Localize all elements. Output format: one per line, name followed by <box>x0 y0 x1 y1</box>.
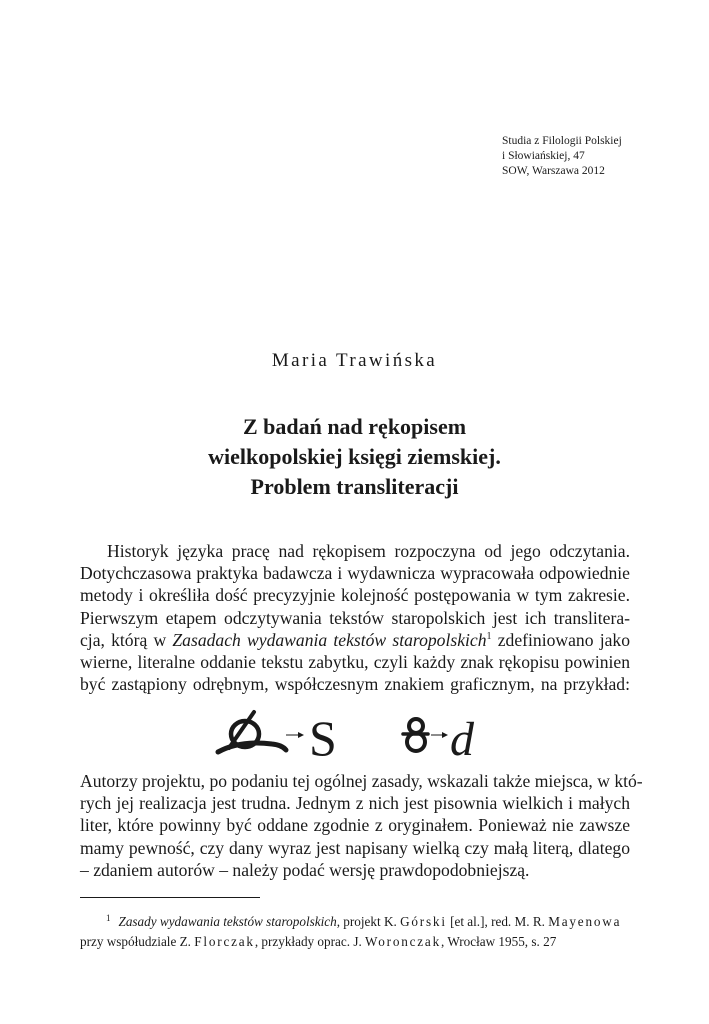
series-line-3: SOW, Warszawa 2012 <box>502 165 605 177</box>
author-woronczak: Woronczak <box>365 934 441 949</box>
author-mayenowa: Mayenowa <box>548 914 622 929</box>
paragraph-line: mamy pewność, czy dany wyraz jest napisany wielką czy małą literą, dlatego <box>80 837 630 858</box>
title-line-1: Z badań nad rękopisem <box>242 414 467 439</box>
paragraph-2 <box>80 770 643 881</box>
paragraph-line: – zdaniem autorów – należy podać wersję prawdopodobniejszą. <box>80 859 530 880</box>
author-name: Maria Trawińska <box>271 350 438 371</box>
footnote-number: 1 <box>106 912 111 923</box>
italic-title: Zasadach wydawania tekstów staropolskich <box>172 629 487 650</box>
arrow-icon <box>431 732 448 738</box>
text-run: przy współudziale Z. <box>80 934 195 949</box>
article-title <box>0 412 709 502</box>
author-florczak: Florczak <box>194 934 255 949</box>
manuscript-glyph-d <box>403 719 428 751</box>
series-line-1: Studia z Filologii Polskiej <box>502 135 622 147</box>
target-glyph-s: S <box>309 710 337 766</box>
paragraph-1 <box>80 540 630 695</box>
text-run: zdefiniowano jako <box>491 629 630 650</box>
paragraph-line: Dotychczasowa praktyka badawcza i wydawnicza wypracowała odpowiednie <box>80 563 630 584</box>
text-run: , przykłady oprac. J. <box>254 934 366 949</box>
author-gorski: Górski <box>400 914 447 929</box>
footnote <box>80 912 630 952</box>
paragraph-line: Autorzy projektu, po podaniu tej ogólnej zasady, wskazali także miejsca, w któ- <box>80 771 643 791</box>
title-line-3: Problem transliteracji <box>250 474 459 499</box>
paragraph-line: liter, które powinny być oddane zgodnie z oryginałem. Ponieważ nie zawsze <box>80 815 630 836</box>
series-line-2: i Słowiańskiej, 47 <box>502 150 585 162</box>
target-glyph-d: d <box>450 713 474 766</box>
series-info <box>502 134 622 179</box>
arrow-icon <box>286 732 304 738</box>
footnote-italic-title: Zasady wydawania tekstów staropolskich <box>118 914 337 929</box>
manuscript-glyph-s <box>218 712 286 752</box>
paragraph-line: rych jej realizacja jest trudna. Jednym z nich jest pisownia wielkich i małych <box>80 793 630 814</box>
text-run: , Wrocław 1955, s. 27 <box>440 934 557 949</box>
paragraph-line <box>80 629 630 651</box>
text-run: , projekt K. <box>336 914 401 929</box>
paragraph-line: Pierwszym etapem odczytywania tekstów staropolskich jest ich translitera- <box>80 607 630 628</box>
paragraph-line: metody i określiła dość precyzyjnie kolejność postępowania w tym zakresie. <box>80 585 630 606</box>
title-line-2: wielkopolskiej księgi ziemskiej. <box>208 444 501 469</box>
text-run: [et al.], red. M. R. <box>446 914 549 929</box>
footnote-divider <box>80 897 260 898</box>
paragraph-line: Historyk języka pracę nad rękopisem rozpoczyna od jego odczytania. <box>107 541 630 561</box>
footnote-line-1 <box>80 912 630 932</box>
text-run: cja, którą w <box>80 629 173 650</box>
footnote-reference: 1 <box>486 630 492 642</box>
footnote-line-2 <box>80 932 630 952</box>
transliteration-example <box>0 700 709 770</box>
paragraph-line: być zastąpiony odrębnym, współczesnym znakiem graficznym, na przykład: <box>80 674 630 695</box>
paragraph-line: wierne, literalne oddanie tekstu zabytku, czyli każdy znak rękopisu powinien <box>80 652 630 673</box>
